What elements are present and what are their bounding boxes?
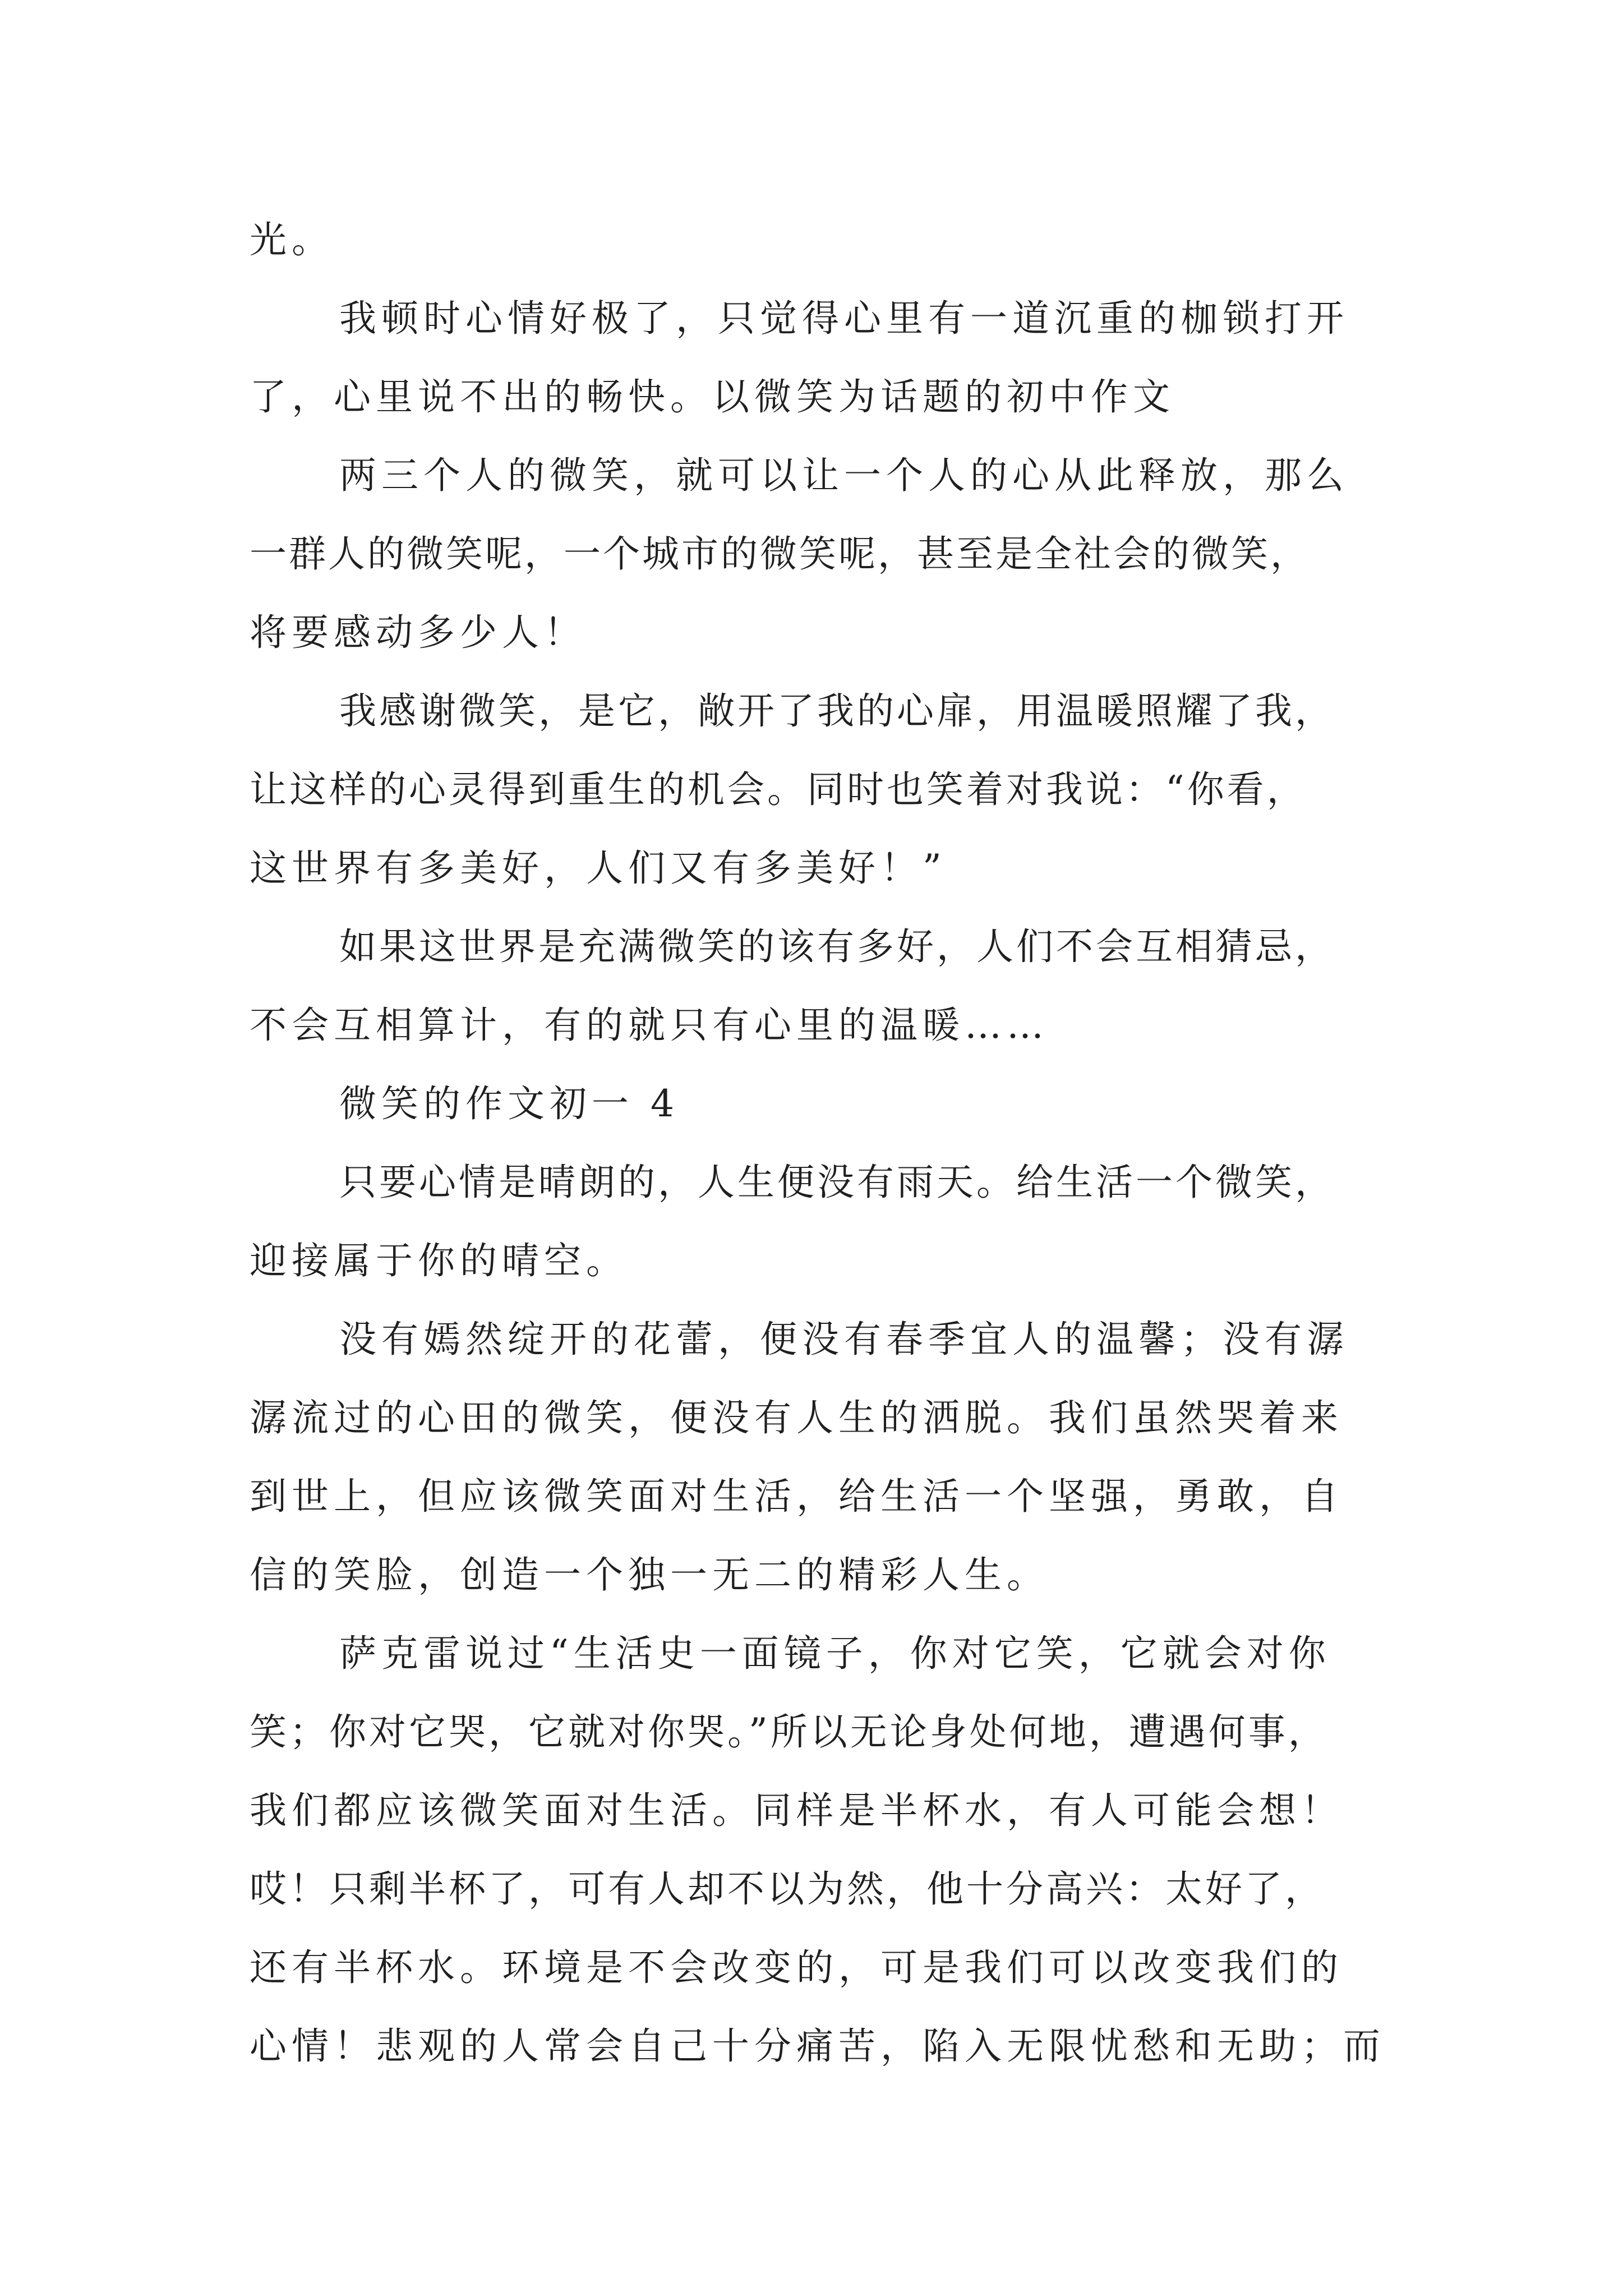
text-line: 光。 — [250, 218, 334, 261]
text-line: 我们都应该微笑面对生活。同样是半杯水，有人可能会想！ — [250, 1789, 1343, 1832]
text-line: 潺流过的心田的微笑，便没有人生的洒脱。我们虽然哭着来 — [250, 1396, 1343, 1439]
section-heading: 微笑的作文初一 4 — [339, 1082, 679, 1125]
text-line: 两三个人的微笑，就可以让一个人的心从此释放，那么 — [339, 454, 1349, 497]
text-line: 萨克雷说过“生活史一面镜子，你对它笑，它就会对你 — [339, 1632, 1331, 1675]
text-line: 笑；你对它哭，它就对你哭。”所以无论身处何地，遭遇何事， — [250, 1710, 1328, 1754]
text-line: 这世界有多美好，人们又有多美好！” — [250, 846, 947, 890]
text-line: 没有嫣然绽开的花蕾，便没有春季宜人的温馨；没有潺 — [339, 1318, 1349, 1361]
text-line: 让这样的心灵得到重生的机会。同时也笑着对我说：“你看， — [250, 768, 1307, 811]
text-line: 还有半杯水。环境是不会改变的，可是我们可以改变我们的 — [250, 1946, 1343, 1989]
text-line: 迎接属于你的晴空。 — [250, 1239, 628, 1282]
text-line: 将要感动多少人！ — [250, 611, 586, 654]
text-line: 不会互相算计，有的就只有心里的温暖…… — [250, 1004, 1049, 1047]
text-line: 只要心情是晴朗的，人生便没有雨天。给生活一个微笑， — [339, 1161, 1335, 1204]
text-line: 到世上，但应该微笑面对生活，给生活一个坚强，勇敢，自 — [250, 1475, 1343, 1518]
text-line: 一群人的微笑呢，一个城市的微笑呢，甚至是全社会的微笑， — [250, 532, 1310, 576]
text-line: 我顿时心情好极了，只觉得心里有一道沉重的枷锁打开 — [339, 297, 1349, 340]
text-line: 心情！悲观的人常会自己十分痛苦，陷入无限忧愁和无助；而 — [250, 2024, 1385, 2068]
text-line: 我感谢微笑，是它，敞开了我的心扉，用温暖照耀了我， — [339, 689, 1335, 733]
text-line: 信的笑脸，创造一个独一无二的精彩人生。 — [250, 1553, 1049, 1596]
text-line: 如果这世界是充满微笑的该有多好，人们不会互相猜忌， — [339, 925, 1335, 968]
text-line: 哎！只剩半杯了，可有人却不以为然，他十分高兴：太好了， — [250, 1867, 1325, 1911]
text-line: 了，心里说不出的畅快。以微笑为话题的初中作文 — [250, 375, 1175, 418]
